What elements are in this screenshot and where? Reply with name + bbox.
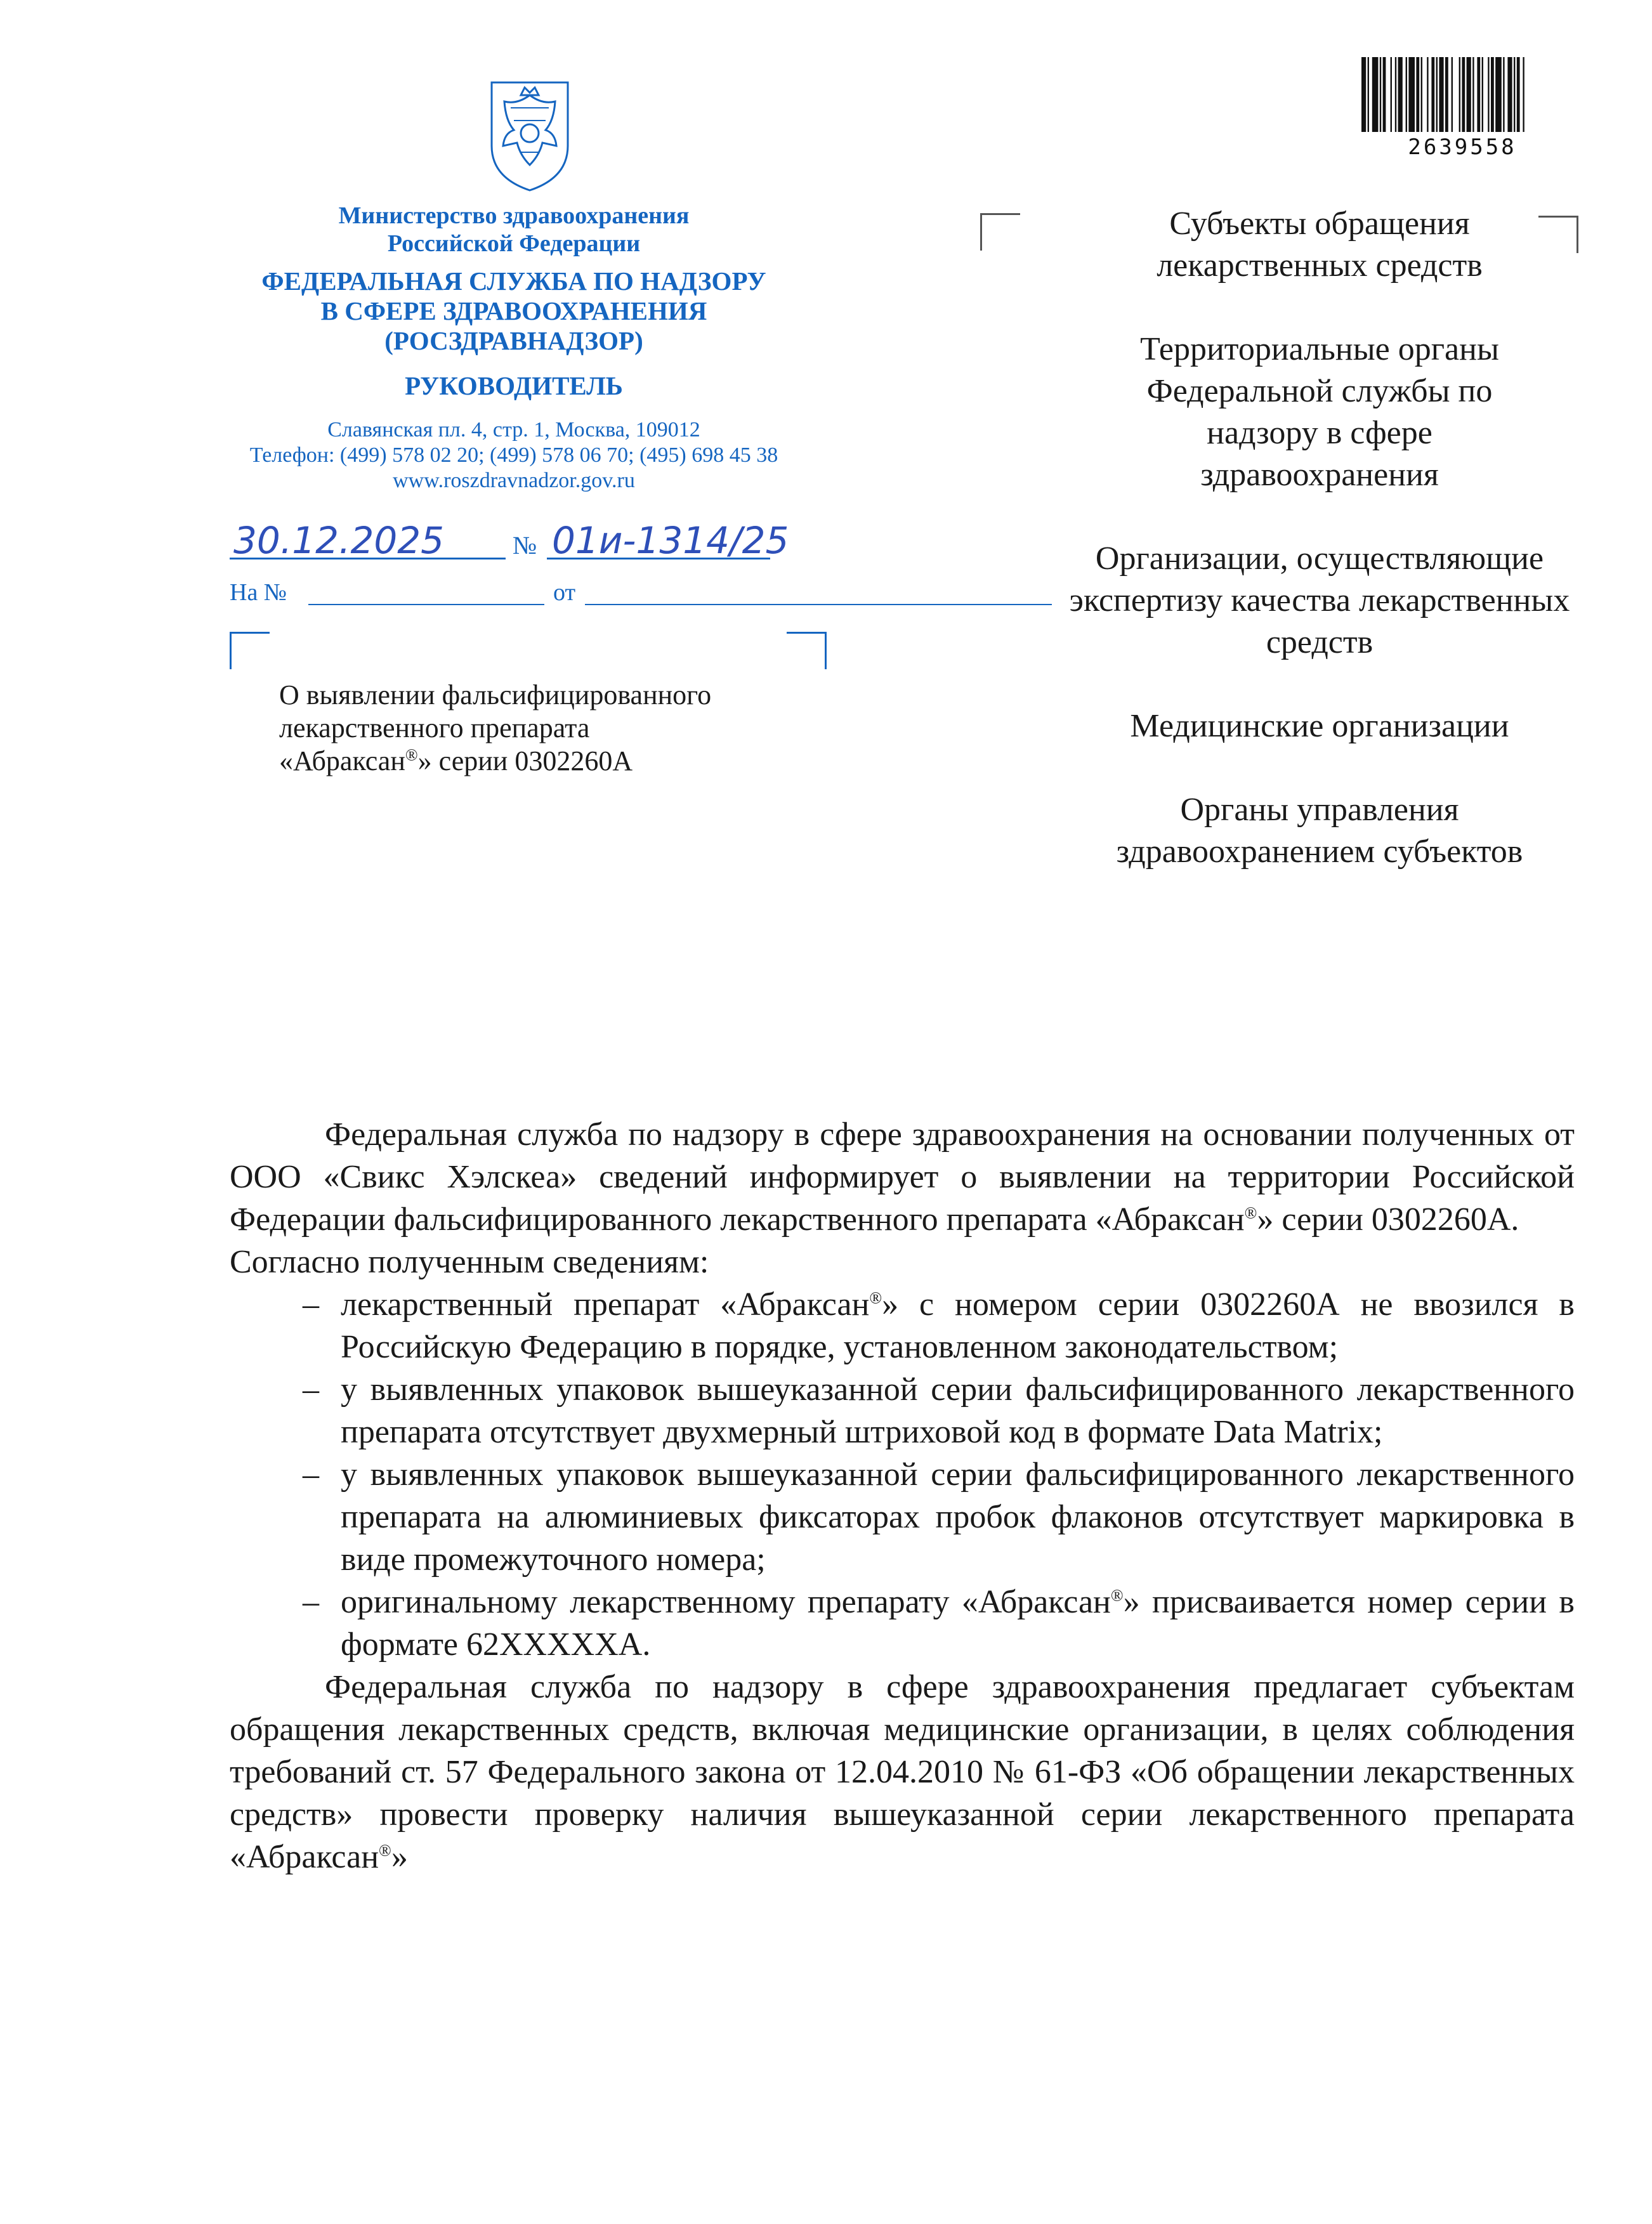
ministry-line-2: Российской Федерации xyxy=(387,230,641,257)
barcode-bar xyxy=(1459,57,1460,132)
barcode-bar xyxy=(1472,57,1474,132)
recipients-bracket-left xyxy=(980,213,1020,251)
list-dash: – xyxy=(303,1584,319,1620)
barcode-bar xyxy=(1361,57,1366,132)
reference-date-blank xyxy=(585,604,1052,605)
barcode xyxy=(1359,53,1566,145)
list-item: – оригинальному лекарственному препарату «Абраксан®» присваивается номер серии в формате 62ХХХХХА. xyxy=(341,1581,1575,1666)
registered-mark: ® xyxy=(1244,1203,1257,1222)
barcode-bar xyxy=(1462,57,1465,132)
recipient-2: Территориальные органы Федеральной службы по надзору в сфере здравоохранения xyxy=(1140,331,1499,493)
barcode-bar xyxy=(1421,57,1422,132)
barcode-bar xyxy=(1507,57,1512,132)
barcode-bar xyxy=(1436,57,1438,132)
barcode-number: 2639558 xyxy=(1408,134,1517,160)
list-item: – у выявленных упаковок вышеуказанной серии фальсифицированного лекарственного препарата отсутствует двухмерный штриховой код в формате Data Matrix; xyxy=(341,1368,1575,1453)
agency-line-3: (РОСЗДРАВНАДЗОР) xyxy=(384,326,643,355)
findings-list xyxy=(230,1283,1575,1666)
registration-date: 30.12.2025 xyxy=(230,521,506,559)
barcode-bar xyxy=(1427,57,1428,132)
barcode-bar xyxy=(1372,57,1379,132)
reference-line xyxy=(230,573,826,612)
reference-number-label: На № xyxy=(230,579,287,606)
list-dash: – xyxy=(303,1456,319,1493)
position-title: РУКОВОДИТЕЛЬ xyxy=(405,371,623,400)
registration-number-label: № xyxy=(513,531,537,559)
registration-line xyxy=(230,521,826,566)
letterhead xyxy=(216,202,812,494)
state-emblem-icon xyxy=(466,70,593,197)
agency-line-2: В СФЕРЕ ЗДРАВООХРАНЕНИЯ xyxy=(320,296,707,325)
recipient-5: Органы управления здравоохранением субъектов xyxy=(1116,792,1523,870)
recipient-1: Субъекты обращения лекарственных средств xyxy=(1157,206,1483,284)
subject-line-2: лекарственного препарата xyxy=(279,712,590,743)
barcode-bar xyxy=(1517,57,1520,132)
barcode-bar xyxy=(1398,57,1403,132)
agency-line-1: ФЕДЕРАЛЬНАЯ СЛУЖБА ПО НАДЗОРУ xyxy=(261,266,766,296)
barcode-bar xyxy=(1477,57,1480,132)
barcode-bar xyxy=(1380,57,1381,132)
barcode-bar xyxy=(1408,57,1415,132)
barcode-bar xyxy=(1439,57,1443,132)
barcode-bar xyxy=(1452,57,1453,132)
barcode-bar xyxy=(1383,57,1386,132)
reference-number-blank xyxy=(308,604,544,605)
recipients-block xyxy=(1034,203,1605,915)
barcode-bar xyxy=(1488,57,1489,132)
barcode-bar xyxy=(1368,57,1369,132)
recipient-4: Медицинские организации xyxy=(1130,708,1509,744)
list-dash: – xyxy=(303,1371,319,1408)
body-paragraph-2: Согласно полученным сведениям: xyxy=(230,1244,709,1280)
ministry-line-1: Министерство здравоохранения xyxy=(338,202,690,229)
subject-bracket-right xyxy=(787,632,827,669)
barcode-bar xyxy=(1482,57,1483,132)
subject-line-1: О выявлении фальсифицированного xyxy=(279,679,712,710)
barcode-bar xyxy=(1491,57,1494,132)
barcode-bar xyxy=(1467,57,1471,132)
list-dash: – xyxy=(303,1286,319,1323)
address: Славянская пл. 4, стр. 1, Москва, 109012 xyxy=(327,418,700,442)
barcode-bar xyxy=(1495,57,1502,132)
barcode-bar xyxy=(1514,57,1515,132)
body-paragraph-3: Федеральная служба по надзору в сфере здравоохранения предлагает субъектам обращения лекарственных средств, включая медицинские организации, в целях соблюдения требований ст. 57 Федерального закона от 12.04.2010 № 61-ФЗ «Об обращении лекарственных средств» провести проверку наличия вышеуказанной серии лекарственного препарата «Абраксан®» xyxy=(230,1669,1575,1875)
letter-subject xyxy=(279,679,850,778)
barcode-bar xyxy=(1416,57,1419,132)
letter-body xyxy=(230,1113,1575,1878)
barcode-bar xyxy=(1395,57,1396,132)
recipient-3: Организации, осуществляющие экспертизу качества лекарственных средств xyxy=(1069,540,1570,660)
phone: Телефон: (499) 578 02 20; (499) 578 06 70; (495) 698 45 38 xyxy=(249,443,778,467)
subject-line-3: «Абраксан®» серии 0302260А xyxy=(279,745,633,776)
barcode-bar xyxy=(1431,57,1434,132)
website-link[interactable]: www.roszdravnadzor.gov.ru xyxy=(393,469,635,492)
barcode-bar xyxy=(1406,57,1407,132)
body-paragraph-1: Федеральная служба по надзору в сфере здравоохранения на основании полученных от ООО «Свикс Хэлскеа» сведений информирует о выявлении на территории Российской Федерации фальсифицированного лекарственного препарата «Абраксан®» серии 0302260А. xyxy=(230,1116,1575,1238)
reference-from-label: от xyxy=(553,579,576,606)
registered-mark: ® xyxy=(869,1288,882,1307)
barcode-bar xyxy=(1503,57,1504,132)
registered-mark: ® xyxy=(379,1841,391,1860)
list-item: – у выявленных упаковок вышеуказанной серии фальсифицированного лекарственного препарата на алюминиевых фиксаторах пробок флаконов отсутствует маркировка в виде промежуточного номера; xyxy=(341,1453,1575,1581)
registration-number: 01и-1314/25 xyxy=(547,521,770,559)
barcode-bar xyxy=(1523,57,1524,132)
registered-mark: ® xyxy=(405,745,418,764)
barcode-bar xyxy=(1445,57,1448,132)
registered-mark: ® xyxy=(1110,1586,1124,1605)
list-item: – лекарственный препарат «Абраксан®» с номером серии 0302260А не ввозился в Российскую Федерацию в порядке, установленном законодательством; xyxy=(341,1283,1575,1368)
barcode-bar xyxy=(1391,57,1392,132)
subject-bracket-left xyxy=(230,632,270,669)
